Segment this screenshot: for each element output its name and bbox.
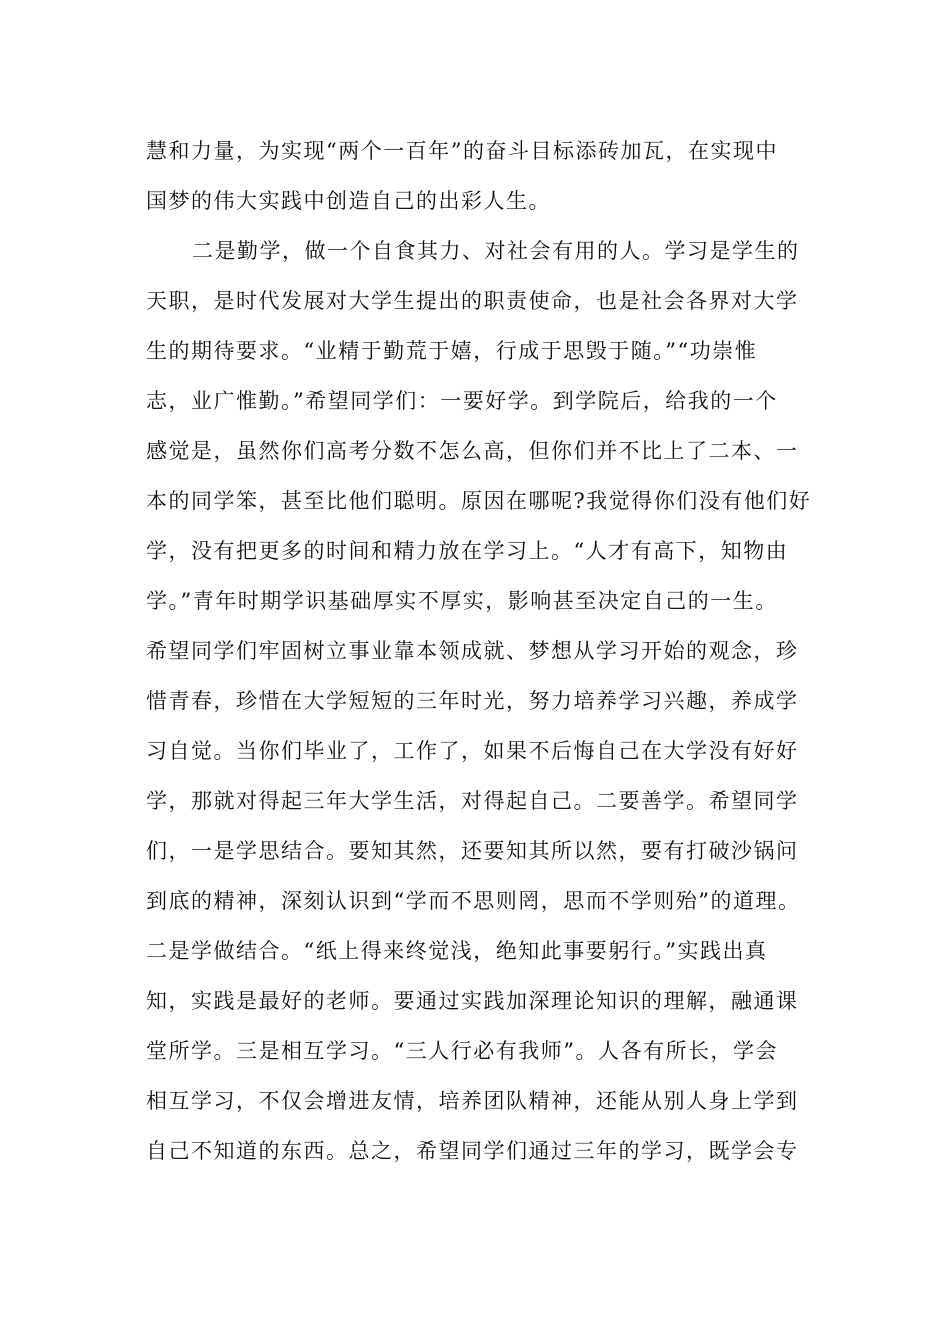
text-line: 习自觉。当你们毕业了，工作了，如果不后悔自己在大学没有好好 xyxy=(146,739,799,763)
text-line: 感觉是，虽然你们高考分数不怎么高，但你们并不比上了二本、一 xyxy=(146,439,799,463)
text-line: 国梦的伟大实践中创造自己的出彩人生。 xyxy=(146,189,551,213)
text-line: 相互学习，不仅会增进友情，培养团队精神，还能从别人身上学到 xyxy=(146,1089,799,1113)
text-line: 自己不知道的东西。总之，希望同学们通过三年的学习，既学会专 xyxy=(146,1139,799,1163)
text-line: 惜青春，珍惜在大学短短的三年时光，努力培养学习兴趣，养成学 xyxy=(146,689,799,713)
body-text xyxy=(146,130,826,1180)
text-line: 慧和力量，为实现“两个一百年”的奋斗目标添砖加瓦，在实现中 xyxy=(146,139,778,163)
text-line: 本的同学笨，甚至比他们聪明。原因在哪呢?我觉得你们没有他们好 xyxy=(146,489,812,513)
text-line: 希望同学们牢固树立事业靠本领成就、梦想从学习开始的观念，珍 xyxy=(146,639,799,663)
text-line: 们，一是学思结合。要知其然，还要知其所以然，要有打破沙锅问 xyxy=(146,839,799,863)
text-line: 学，那就对得起三年大学生活，对得起自己。二要善学。希望同学 xyxy=(146,789,799,813)
text-line: 堂所学。三是相互学习。“三人行必有我师”。人各有所长，学会 xyxy=(146,1039,778,1063)
text-line: 学，没有把更多的时间和精力放在学习上。“人才有高下，知物由 xyxy=(146,539,789,563)
text-line: 学。”青年时期学识基础厚实不厚实，影响甚至决定自己的一生。 xyxy=(146,589,778,613)
text-line: 二是学做结合。“纸上得来终觉浅，绝知此事要躬行。”实践出真 xyxy=(146,939,768,963)
paragraph-start-line: 二是勤学，做一个自食其力、对社会有用的人。学习是学生的 xyxy=(192,239,800,263)
text-line: 到底的精神，深刻认识到“学而不思则罔，思而不学则殆”的道理。 xyxy=(146,889,801,913)
text-line: 志，业广惟勤。”希望同学们：一要好学。到学院后，给我的一个 xyxy=(146,389,778,413)
text-line: 知，实践是最好的老师。要通过实践加深理论知识的理解，融通课 xyxy=(146,989,799,1013)
text-line: 天职，是时代发展对大学生提出的职责使命，也是社会各界对大学 xyxy=(146,289,799,313)
text-line: 生的期待要求。“业精于勤荒于嬉，行成于思毁于随。”“功崇惟 xyxy=(146,339,758,363)
